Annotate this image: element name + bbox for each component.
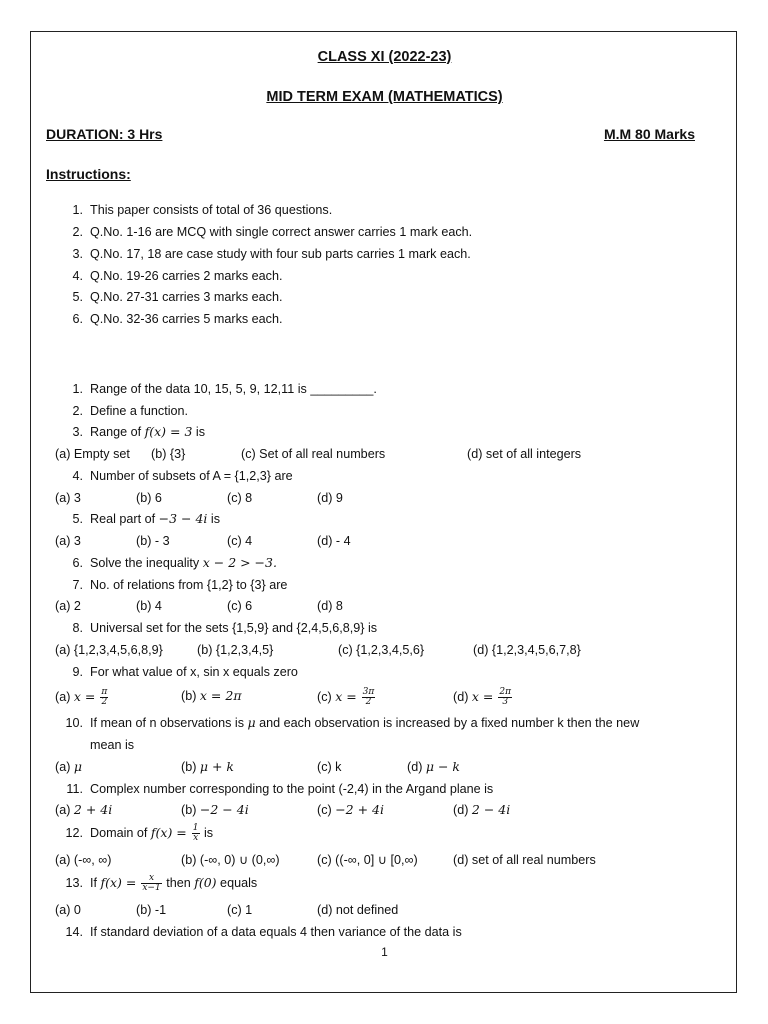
option-label: (a) [55, 760, 74, 774]
denominator: x−1 [142, 883, 161, 893]
option-math: x = [471, 688, 498, 704]
option-c: (c) 6 [227, 599, 253, 613]
instruction-text: Q.No. 27-31 carries 3 marks each. [90, 290, 283, 304]
option-label: (c) [317, 803, 336, 817]
numerator: 1 [192, 823, 199, 833]
option-c: (c) {1,2,3,4,5,6} [338, 643, 425, 657]
option-b [181, 688, 242, 704]
question-text: is [200, 825, 214, 840]
question-text: No. of relations from {1,2} to {3} are [90, 578, 288, 592]
question-11 [61, 781, 493, 797]
question-math: f(x) = 3 [144, 424, 193, 439]
option-label: (b) [181, 760, 200, 774]
question-3 [61, 424, 205, 440]
question-5-options [55, 533, 715, 549]
question-number: 13. [65, 875, 83, 890]
option-math: −2 − 4i [199, 802, 249, 817]
question-12 [61, 824, 213, 844]
option-b: (b) - 3 [136, 534, 170, 548]
fraction [362, 688, 376, 707]
option-a: (a) (-∞, ∞) [55, 853, 112, 867]
max-marks-label: M.M 80 Marks [603, 126, 695, 142]
question-text: Real part of [90, 512, 159, 526]
question-number: 2. [72, 404, 83, 418]
option-label: (d) [407, 760, 426, 774]
question-8 [61, 620, 377, 636]
option-b [181, 759, 234, 775]
option-label: (d) [453, 689, 472, 704]
question-14 [61, 924, 462, 940]
question-number: 1. [72, 382, 83, 396]
question-number: 5. [72, 512, 83, 526]
option-c: (c) Set of all real numbers [241, 447, 386, 461]
question-12-options [55, 852, 715, 868]
question-text: then [162, 875, 195, 890]
option-c: (c) k [317, 760, 342, 774]
option-a: (a) {1,2,3,4,5,6,8,9} [55, 643, 163, 657]
question-text: and each observation is increased by a fixed number k then the new [255, 716, 640, 730]
denominator: 2 [101, 697, 108, 707]
instruction-text: Q.No. 19-26 carries 2 marks each. [90, 269, 283, 283]
question-number: 11. [66, 782, 83, 796]
instructions-heading: Instructions: [46, 166, 131, 182]
question-number: 14. [65, 925, 83, 939]
option-a: (a) Empty set [55, 447, 130, 461]
option-c [317, 802, 384, 818]
instruction-number: 5. [72, 290, 83, 304]
fraction [100, 688, 108, 707]
question-number: 4. [72, 469, 83, 483]
question-4 [61, 468, 293, 484]
instruction-text: Q.No. 17, 18 are case study with four sub parts carries 1 mark each. [90, 247, 471, 261]
denominator: 2 [365, 697, 372, 707]
option-d: (d) {1,2,3,4,5,6,7,8} [473, 643, 581, 657]
option-c: (c) 4 [227, 534, 253, 548]
option-math: x = [73, 688, 100, 704]
option-d [407, 759, 460, 775]
fraction [141, 874, 161, 893]
instruction-number: 3. [72, 247, 83, 261]
option-a: (a) 3 [55, 534, 81, 548]
instruction-number: 6. [72, 312, 83, 326]
option-a: (a) 0 [55, 903, 81, 917]
option-a [55, 688, 109, 707]
instruction-text: This paper consists of total of 36 questions. [90, 203, 333, 217]
question-number: 7. [72, 578, 83, 592]
question-2 [61, 403, 188, 419]
question-11-options [55, 802, 715, 818]
question-number: 3. [72, 425, 83, 439]
question-number: 9. [72, 665, 83, 679]
option-label: (b) [181, 803, 200, 817]
question-1 [61, 381, 377, 397]
question-number: 6. [72, 556, 83, 570]
fraction [498, 688, 512, 707]
option-label: (a) [55, 689, 74, 704]
question-math: μ [247, 715, 256, 730]
question-5 [61, 511, 220, 527]
option-d [453, 802, 510, 818]
question-4-options [55, 490, 715, 506]
question-math: f(x) = [150, 824, 191, 840]
question-7 [61, 577, 287, 593]
question-text: If mean of n observations is [90, 716, 248, 730]
question-text: Universal set for the sets {1,5,9} and {2,4,5,6,8,9} is [90, 621, 378, 635]
option-d: (d) - 4 [317, 534, 351, 548]
option-d: (d) 8 [317, 599, 343, 613]
instruction-number: 4. [72, 269, 83, 283]
option-b: (b) 6 [136, 491, 162, 505]
option-a: (a) 2 [55, 599, 81, 613]
question-13 [61, 874, 257, 894]
option-d: (d) set of all real numbers [453, 853, 596, 867]
option-c [317, 688, 376, 707]
question-text: Range of [90, 425, 145, 439]
instruction-item [61, 311, 282, 327]
option-math: x = 2π [199, 688, 242, 703]
option-d: (d) not defined [317, 903, 399, 917]
option-b: (b) -1 [136, 903, 167, 917]
option-b: (b) {3} [151, 447, 186, 461]
option-math: μ − k [425, 759, 461, 774]
instruction-number: 2. [72, 225, 83, 239]
option-a [55, 802, 112, 818]
question-9 [61, 664, 298, 680]
numerator: x [141, 874, 161, 884]
instruction-item [61, 224, 472, 240]
question-8-options [55, 642, 715, 658]
question-text: Range of the data 10, 15, 5, 9, 12,11 is _________. [90, 382, 377, 396]
question-text: is [192, 425, 206, 439]
question-number: 12. [65, 825, 83, 840]
instruction-text: Q.No. 1-16 are MCQ with single correct answer carries 1 mark each. [90, 225, 473, 239]
question-text: If standard deviation of a data equals 4 then variance of the data is [90, 925, 462, 939]
option-c: (c) 1 [227, 903, 253, 917]
numerator: 3π [362, 687, 375, 697]
question-math: −3 − 4i [158, 511, 208, 526]
option-b: (b) (-∞, 0) ∪ (0,∞) [181, 853, 280, 867]
question-6 [61, 555, 277, 571]
question-text: equals [216, 875, 258, 890]
instruction-number: 1. [72, 203, 83, 217]
exam-title: MID TERM EXAM (MATHEMATICS) [266, 89, 503, 105]
denominator: x [193, 833, 199, 843]
question-text: is [207, 512, 221, 526]
option-c: (c) ((-∞, 0] ∪ [0,∞) [317, 853, 418, 867]
question-text: If [90, 875, 101, 890]
question-10-options [55, 759, 715, 775]
question-text: For what value of x, sin x equals zero [90, 665, 298, 679]
question-number: 10. [65, 716, 83, 730]
instruction-item [61, 202, 332, 218]
option-math: −2 + 4i [335, 802, 384, 817]
option-b: (b) 4 [136, 599, 162, 613]
option-label: (b) [181, 689, 200, 703]
option-a: (a) 3 [55, 491, 81, 505]
question-text: Define a function. [90, 404, 189, 418]
fraction [192, 824, 200, 843]
class-title: CLASS XI (2022-23) [317, 49, 452, 65]
numerator: 2π [499, 687, 512, 697]
option-a [55, 759, 82, 775]
denominator: 3 [502, 697, 509, 707]
question-math: f(x) = [100, 874, 141, 890]
option-d: (d) set of all integers [467, 447, 582, 461]
question-10 [61, 715, 639, 731]
option-b: (b) {1,2,3,4,5} [197, 643, 274, 657]
exam-page [30, 31, 737, 993]
question-text: Solve the inequality [90, 556, 203, 570]
question-text: Domain of [90, 825, 151, 840]
option-label: (d) [453, 803, 472, 817]
option-math: 2 + 4i [73, 802, 113, 817]
question-text: Complex number corresponding to the point (-2,4) in the Argand plane is [90, 782, 494, 796]
option-math: μ [73, 759, 83, 774]
option-d [453, 688, 513, 707]
option-d: (d) 9 [317, 491, 343, 505]
option-b [181, 802, 249, 818]
question-10-continuation: mean is [90, 738, 135, 752]
option-math: x = [335, 688, 361, 704]
question-3-options [55, 446, 715, 462]
option-label: (a) [55, 803, 74, 817]
option-c: (c) 8 [227, 491, 253, 505]
question-math: f(0) [194, 874, 217, 890]
instruction-item [61, 289, 282, 305]
option-math: 2 − 4i [471, 802, 511, 817]
option-label: (c) [317, 689, 336, 704]
instruction-item [61, 246, 471, 262]
question-13-options [55, 902, 715, 918]
instruction-text: Q.No. 32-36 carries 5 marks each. [90, 312, 283, 326]
question-math: x − 2 > −3. [202, 555, 277, 570]
page-number: 1 [381, 945, 388, 959]
question-7-options [55, 598, 715, 614]
numerator: π [101, 687, 108, 697]
question-9-options [55, 686, 715, 708]
option-math: μ + k [199, 759, 235, 774]
question-number: 8. [72, 621, 83, 635]
instruction-item [61, 268, 282, 284]
question-text: Number of subsets of A = {1,2,3} are [90, 469, 293, 483]
duration-label: DURATION: 3 Hrs [46, 126, 163, 142]
